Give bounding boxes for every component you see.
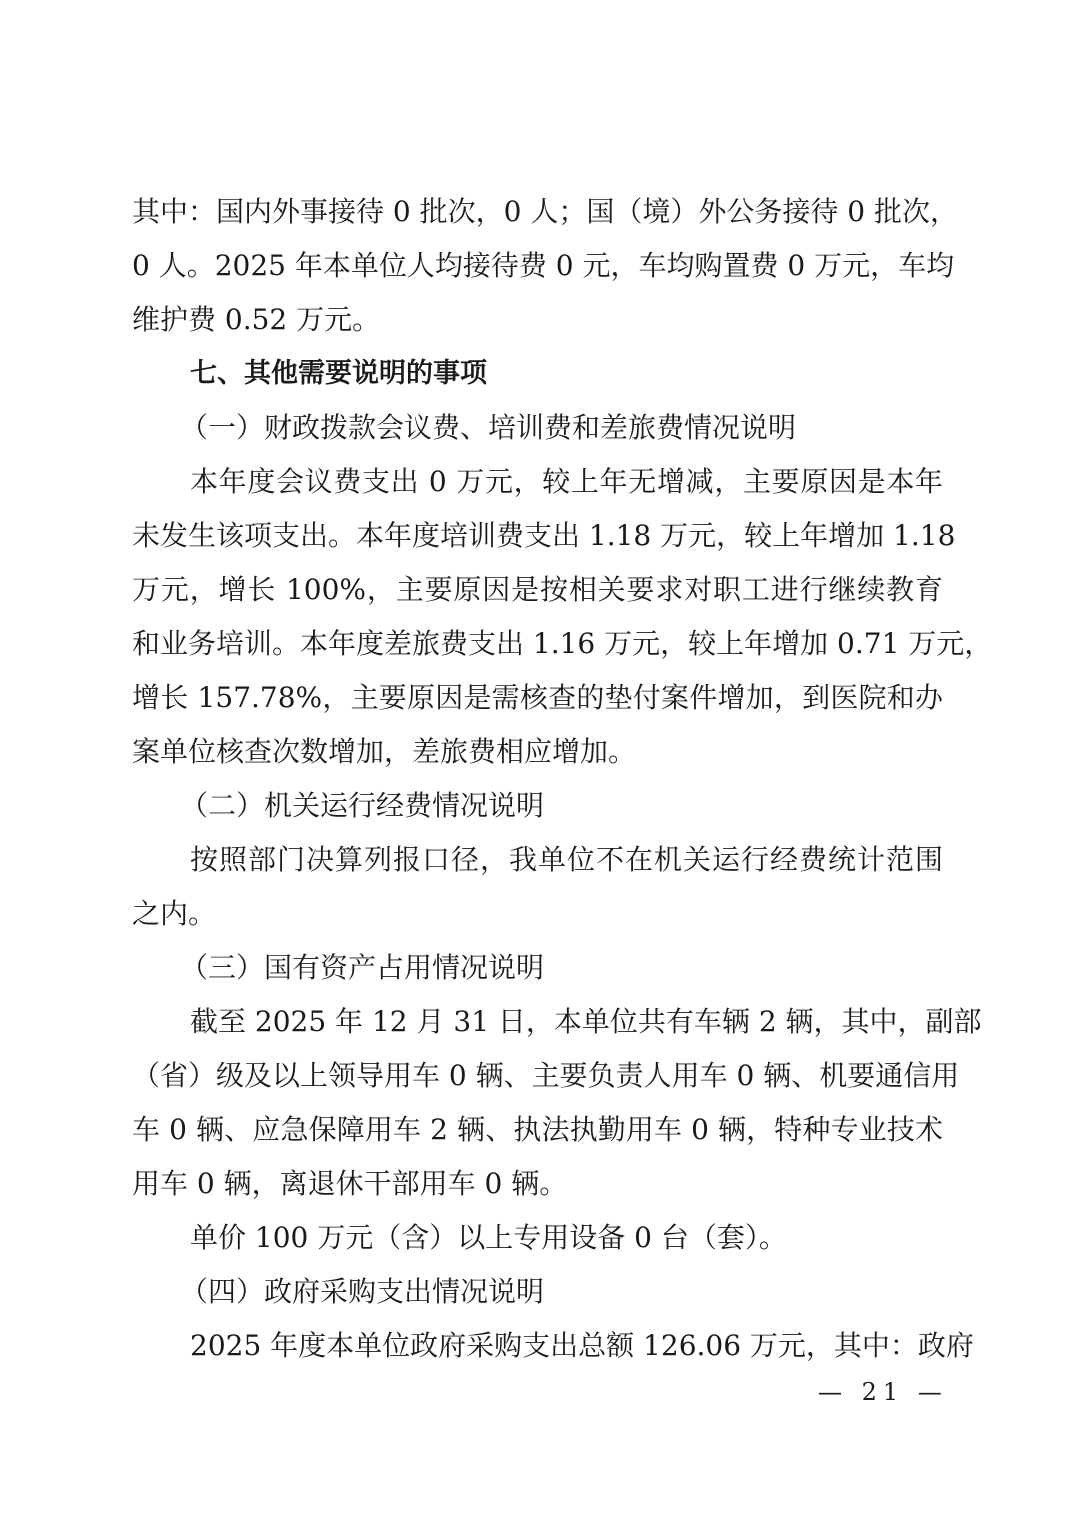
body-line: 案单位核查次数增加，差旅费相应增加。	[132, 735, 637, 768]
body-line: 2025 年度本单位政府采购支出总额 126.06 万元，其中：政府	[190, 1329, 974, 1362]
subsection-heading: （三）国有资产占用情况说明	[180, 951, 545, 984]
body-line: 车 0 辆、应急保障用车 2 辆、执法执勤用车 0 辆，特种专业技术	[132, 1113, 943, 1146]
subsection-heading: （一）财政拨款会议费、培训费和差旅费情况说明	[180, 411, 797, 444]
body-line: 其中：国内外事接待 0 批次，0 人；国（境）外公务接待 0 批次，	[132, 195, 958, 228]
subsection-heading: （四）政府采购支出情况说明	[180, 1275, 545, 1308]
body-line: 按照部门决算列报口径，我单位不在机关运行经费统计范围	[190, 843, 943, 876]
body-line: 本年度会议费支出 0 万元，较上年无增减，主要原因是本年	[190, 465, 943, 498]
body-line: 0 人。2025 年本单位人均接待费 0 元，车均购置费 0 万元，车均	[132, 249, 955, 282]
body-line: 截至 2025 年 12 月 31 日，本单位共有车辆 2 辆，其中，副部	[190, 1005, 982, 1038]
body-line: 维护费 0.52 万元。	[132, 303, 381, 336]
body-line: 之内。	[132, 897, 217, 930]
body-line: 用车 0 辆，离退休干部用车 0 辆。	[132, 1167, 568, 1200]
body-line: 万元，增长 100%，主要原因是按相关要求对职工进行继续教育	[132, 573, 943, 606]
page-number: — 21 —	[818, 1378, 948, 1406]
subsection-heading: （二）机关运行经费情况说明	[180, 789, 545, 822]
section-heading: 七、其他需要说明的事项	[190, 358, 487, 389]
body-line: 和业务培训。本年度差旅费支出 1.16 万元，较上年增加 0.71 万元，	[132, 627, 993, 660]
body-line: 单价 100 万元（含）以上专用设备 0 台（套）。	[190, 1221, 787, 1254]
body-line: 未发生该项支出。本年度培训费支出 1.18 万元，较上年增加 1.18	[132, 519, 956, 552]
body-line: 增长 157.78%，主要原因是需核查的垫付案件增加，到医院和办	[132, 681, 943, 714]
body-line: （省）级及以上领导用车 0 辆、主要负责人用车 0 辆、机要通信用	[132, 1059, 960, 1092]
